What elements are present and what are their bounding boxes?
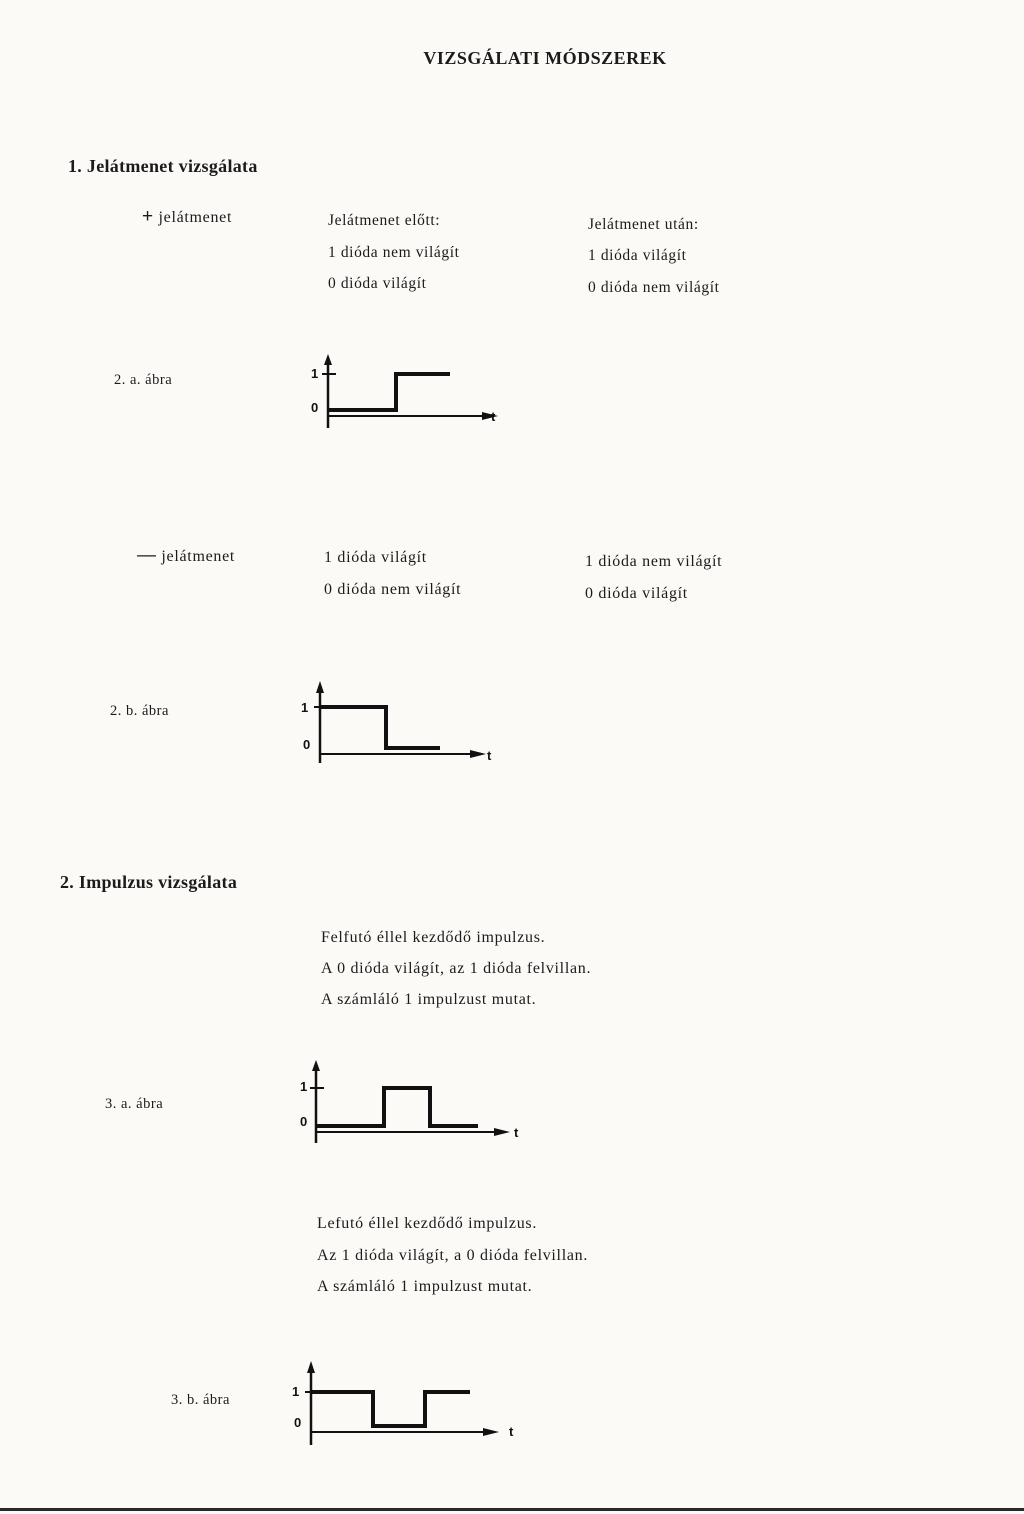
figure-2b-time-axis: t xyxy=(487,748,492,763)
positive-transition-label xyxy=(142,207,232,226)
figure-3a-time-axis: t xyxy=(514,1125,519,1140)
rising-pulse-line-3: A számláló 1 impulzust mutat. xyxy=(321,991,537,1008)
figure-3b-diagram xyxy=(285,1355,525,1450)
figure-2b-level-0: 0 xyxy=(303,737,311,752)
section-2-title: 2. Impulzus vizsgálata xyxy=(60,872,238,892)
before-0-status: 0 dióda világít xyxy=(328,275,427,292)
figure-3a-diagram xyxy=(290,1055,530,1145)
figure-2a-time-axis: t xyxy=(491,409,496,424)
figure-3b-level-1: 1 xyxy=(292,1384,300,1399)
figure-2b-label: 2. b. ábra xyxy=(110,703,169,719)
figure-3a-label: 3. a. ábra xyxy=(105,1096,164,1112)
figure-3b-level-0: 0 xyxy=(294,1415,302,1430)
plus-sign: + xyxy=(142,206,154,227)
figure-2b-level-1: 1 xyxy=(301,700,309,715)
neg-after-1-status: 1 dióda nem világít xyxy=(585,553,723,570)
positive-transition-text: jelátmenet xyxy=(158,209,233,226)
section-1-title: 1. Jelátmenet vizsgálata xyxy=(68,156,258,176)
falling-pulse-line-1: Lefutó éllel kezdődő impulzus. xyxy=(317,1215,538,1232)
after-1-status: 1 dióda világít xyxy=(588,247,687,264)
rising-pulse-line-1: Felfutó éllel kezdődő impulzus. xyxy=(321,929,546,946)
figure-2a-label: 2. a. ábra xyxy=(114,372,173,388)
after-0-status: 0 dióda nem világít xyxy=(588,279,720,296)
before-1-status: 1 dióda nem világít xyxy=(328,244,460,261)
figure-2a-diagram xyxy=(300,350,510,430)
neg-before-1-status: 1 dióda világít xyxy=(324,549,427,566)
figure-3a-level-0: 0 xyxy=(300,1114,308,1129)
negative-transition-label xyxy=(137,546,235,565)
rising-pulse-line-2: A 0 dióda világít, az 1 dióda felvillan. xyxy=(321,960,592,977)
falling-pulse-line-3: A számláló 1 impulzust mutat. xyxy=(317,1278,533,1295)
figure-3a-level-1: 1 xyxy=(300,1079,308,1094)
neg-before-0-status: 0 dióda nem világít xyxy=(324,581,462,598)
falling-pulse-line-2: Az 1 dióda világít, a 0 dióda felvillan. xyxy=(317,1247,589,1264)
minus-sign: — xyxy=(137,545,157,566)
figure-2b-diagram xyxy=(290,675,505,770)
figure-2a-level-1: 1 xyxy=(311,366,319,381)
figure-3b-time-axis: t xyxy=(509,1424,514,1439)
figure-2a-level-0: 0 xyxy=(311,400,319,415)
figure-3b-label: 3. b. ábra xyxy=(171,1392,230,1408)
negative-transition-text: jelátmenet xyxy=(161,548,236,565)
neg-after-0-status: 0 dióda világít xyxy=(585,585,688,602)
page-title: VIZSGÁLATI MÓDSZEREK xyxy=(423,48,667,68)
before-header: Jelátmenet előtt: xyxy=(328,212,441,229)
after-header: Jelátmenet után: xyxy=(588,216,699,233)
page-bottom-rule xyxy=(0,1508,1024,1511)
